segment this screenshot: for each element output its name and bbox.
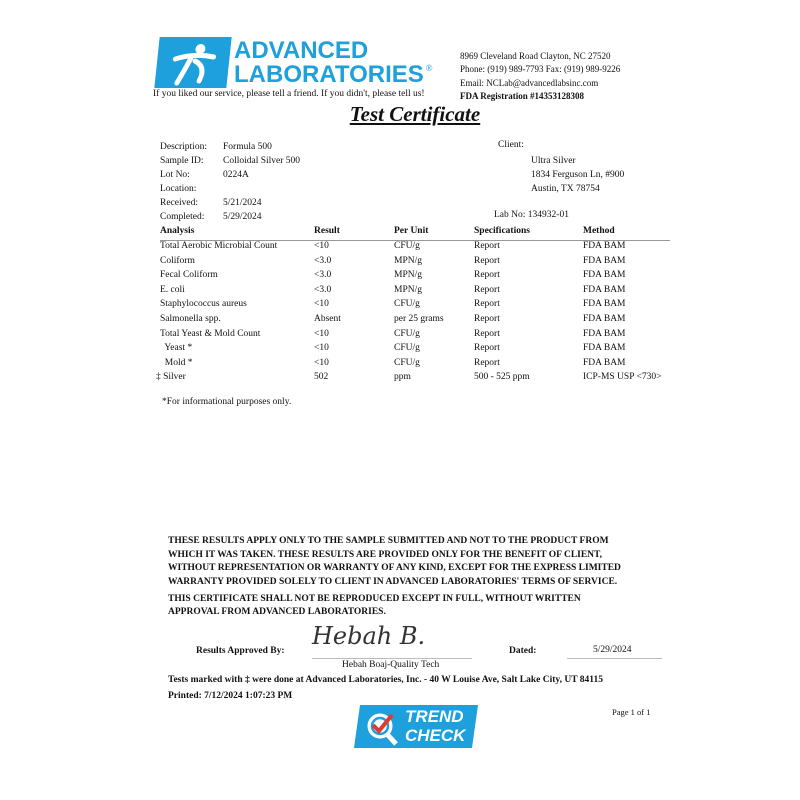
reproduction-notice: [168, 593, 581, 619]
table-cell: FDA BAM: [583, 284, 626, 295]
info-value: 5/21/2024: [223, 198, 262, 208]
table-cell: Staphylococcus aureus: [160, 299, 247, 310]
page-title: Test Certificate: [349, 102, 481, 126]
signature: Hebah B.: [312, 622, 426, 650]
address: 8969 Cleveland Road Clayton, NC 27520: [460, 51, 611, 61]
info-label: Description:: [160, 142, 207, 152]
approved-by-label: Results Approved By:: [196, 646, 285, 656]
magnifier-check-icon: [362, 711, 402, 752]
table-cell: Report: [474, 241, 500, 251]
fda-registration: FDA Registration #14353128308: [460, 90, 584, 101]
reproduction-line: APPROVAL FROM ADVANCED LABORATORIES.: [168, 607, 386, 617]
table-cell: <10: [314, 328, 329, 339]
table-cell: <3.0: [314, 284, 332, 295]
table-cell: Report: [474, 357, 500, 368]
client-address: [531, 154, 624, 196]
disclaimer-line: WHICH IT WAS TAKEN. THESE RESULTS ARE PROVIDED ONLY FOR THE BENEFIT OF CLIENT,: [168, 549, 603, 560]
info-row: [160, 168, 460, 182]
info-value: Colloidal Silver 500: [223, 156, 301, 166]
registered-mark: ®: [425, 63, 433, 73]
table-cell: FDA BAM: [583, 357, 626, 368]
client-label: Client:: [498, 140, 524, 150]
table-cell: Total Yeast & Mold Count: [160, 328, 261, 339]
column-header: Per Unit: [394, 226, 429, 236]
disclaimer: [168, 535, 621, 589]
phone: Phone: (919) 989-7793 Fax: (919) 989-9226: [460, 64, 621, 75]
disclaimer-line: THESE RESULTS APPLY ONLY TO THE SAMPLE SUBMITTED AND NOT TO THE PRODUCT FROM: [168, 536, 609, 546]
table-cell: <3.0: [314, 255, 332, 266]
table-cell: Report: [474, 255, 500, 266]
table-cell: Report: [474, 343, 500, 354]
table-row: [0, 343, 700, 357]
table-cell: <3.0: [314, 270, 332, 281]
table-cell: Report: [474, 270, 500, 281]
table-cell: Fecal Coliform: [160, 270, 218, 281]
info-label: Location:: [160, 184, 197, 194]
info-value: 0224A: [223, 170, 249, 180]
disclaimer-line: WITHOUT REPRESENTATION OR WARRANTY OF ANY KIND, EXCEPT FOR THE EXPRESS LIMITED: [168, 563, 621, 573]
table-cell: Report: [474, 284, 500, 295]
table-cell: FDA BAM: [583, 241, 626, 251]
lab-number: [494, 210, 569, 220]
column-header: Result: [314, 226, 340, 236]
table-cell: CFU/g: [394, 343, 420, 354]
client-city: Austin, TX 78754: [531, 184, 600, 194]
table-cell: Report: [474, 299, 500, 310]
info-row: [160, 196, 460, 210]
table-cell: Salmonella spp.: [160, 314, 221, 324]
table-row: [0, 314, 700, 328]
tests-note: Tests marked with ‡ were done at Advanced Laboratories, Inc. - 40 W Louise Ave, Salt Lake City, UT 84115: [168, 675, 604, 685]
table-row: [0, 285, 700, 299]
table-cell: per 25 grams: [394, 314, 444, 324]
trend-check-text: [405, 707, 465, 745]
reproduction-line: THIS CERTIFICATE SHALL NOT BE REPRODUCED EXCEPT IN FULL, WITHOUT WRITTEN: [168, 594, 581, 604]
table-cell: ICP-MS USP <730>: [583, 372, 662, 383]
table-cell: E. coli: [160, 284, 185, 295]
brand-line-2: LABORATORIES: [234, 61, 424, 88]
brand-line-1: ADVANCED: [234, 37, 369, 64]
dated-label: Dated:: [509, 646, 537, 656]
table-row: [0, 299, 700, 313]
email: Email: NCLab@advancedlabsinc.com: [460, 77, 599, 88]
lab-no-label: Lab No:: [494, 210, 526, 220]
table-cell: Yeast *: [160, 343, 193, 354]
table-row: [0, 372, 700, 386]
table-cell: 502: [314, 372, 329, 383]
check-text: CHECK: [405, 726, 466, 745]
info-value: Formula 500: [223, 142, 272, 152]
signer-name: Hebah Boaj-Quality Tech: [342, 660, 440, 670]
client-name: Ultra Silver: [531, 156, 576, 166]
table-cell: MPN/g: [394, 270, 422, 281]
advanced-labs-logo-icon: [154, 37, 231, 88]
table-cell: <10: [314, 241, 329, 251]
signature-line: [312, 658, 472, 659]
info-row: [160, 154, 460, 168]
table-cell: Report: [474, 328, 500, 339]
info-label: Lot No:: [160, 170, 190, 180]
info-row: [160, 182, 460, 196]
table-cell: Absent: [314, 314, 341, 324]
page-number: Page 1 of 1: [612, 707, 651, 717]
table-cell: FDA BAM: [583, 314, 626, 324]
table-cell: FDA BAM: [583, 299, 626, 310]
printed-date: Printed: 7/12/2024 1:07:23 PM: [168, 691, 293, 701]
table-cell: MPN/g: [394, 284, 422, 295]
trend-text: TREND: [405, 707, 464, 726]
table-cell: FDA BAM: [583, 270, 626, 281]
table-cell: ‡ Silver: [156, 372, 186, 383]
table-cell: Total Aerobic Microbial Count: [160, 241, 278, 251]
info-row: [160, 140, 460, 154]
info-label: Received:: [160, 198, 198, 208]
table-cell: CFU/g: [394, 357, 420, 368]
informational-note: *For informational purposes only.: [162, 397, 292, 407]
table-cell: <10: [314, 357, 329, 368]
info-value: 5/29/2024: [223, 212, 262, 222]
table-cell: Coliform: [160, 255, 195, 266]
lab-contact: [460, 50, 620, 103]
table-cell: Report: [474, 314, 500, 324]
sample-info: [160, 140, 460, 224]
tagline: If you liked our service, please tell a friend. If you didn't, please tell us!: [153, 89, 425, 99]
table-cell: Mold *: [160, 357, 193, 368]
column-header: Specifications: [474, 226, 530, 236]
table-row: [0, 256, 700, 270]
info-label: Sample ID:: [160, 156, 204, 166]
column-header: Method: [583, 226, 615, 236]
table-cell: CFU/g: [394, 299, 420, 310]
table-cell: <10: [314, 299, 329, 310]
table-cell: 500 - 525 ppm: [474, 372, 530, 383]
brand-wordmark: [234, 39, 433, 87]
table-row: [0, 270, 700, 284]
table-cell: <10: [314, 343, 329, 354]
info-label: Completed:: [160, 212, 205, 222]
table-cell: FDA BAM: [583, 255, 626, 266]
date-line: [567, 658, 662, 659]
table-cell: FDA BAM: [583, 328, 626, 339]
table-row: [0, 329, 700, 343]
table-cell: CFU/g: [394, 328, 420, 339]
lab-no-value: 134932-01: [527, 210, 569, 220]
column-header: Analysis: [160, 226, 195, 236]
info-row: [160, 210, 460, 224]
approval-date: 5/29/2024: [593, 645, 632, 655]
table-cell: FDA BAM: [583, 343, 626, 354]
table-row: [0, 241, 700, 255]
disclaimer-line: WARRANTY PROVIDED SOLELY TO CLIENT IN ADVANCED LABORATORIES' TERMS OF SERVICE.: [168, 576, 618, 587]
table-row: [0, 358, 700, 372]
table-cell: ppm: [394, 372, 411, 383]
table-cell: MPN/g: [394, 255, 422, 266]
table-cell: CFU/g: [394, 241, 420, 251]
client-street: 1834 Ferguson Ln, #900: [531, 170, 625, 180]
